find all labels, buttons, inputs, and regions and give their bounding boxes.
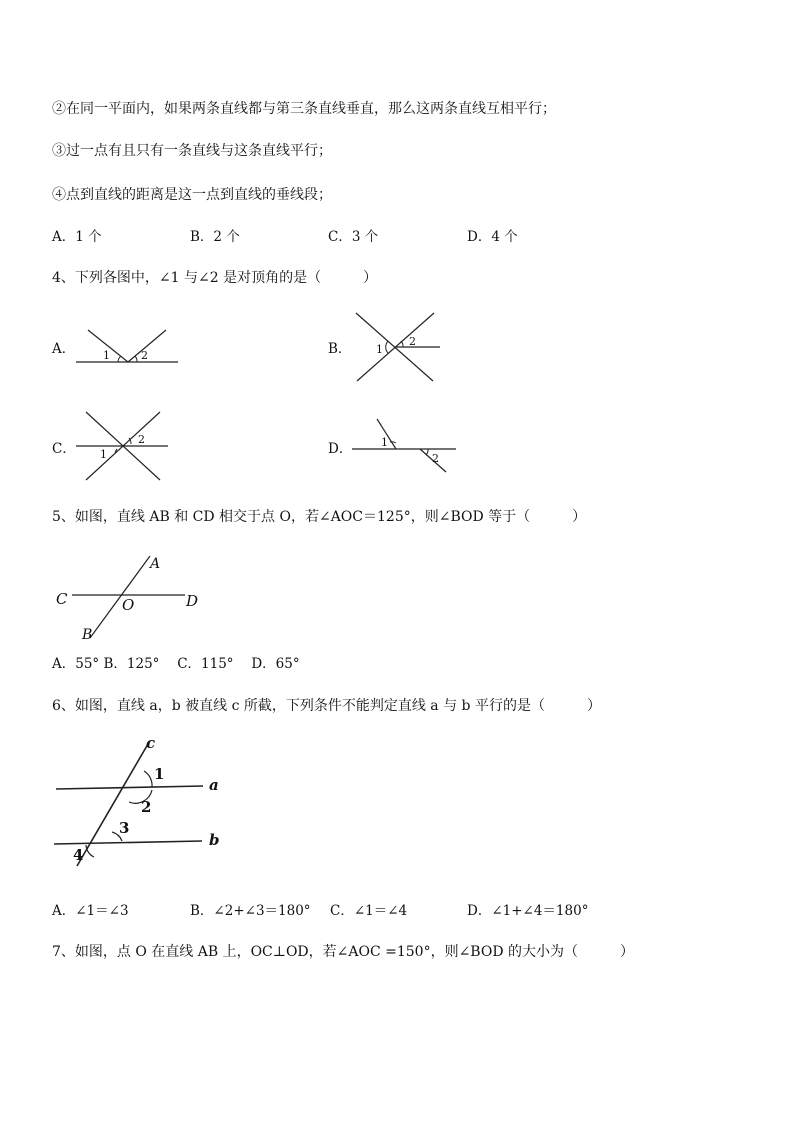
q4b-angle1-arc xyxy=(386,341,388,353)
q4a-angle2-arc xyxy=(135,356,137,362)
q4c-angle1-label: 1 xyxy=(100,448,107,461)
q4-figure-c xyxy=(72,408,172,483)
q3-option-d: D．4 个 xyxy=(467,229,518,245)
q5-label-a: A xyxy=(150,556,161,572)
q4b-angle1-label: 1 xyxy=(376,343,383,356)
statement-4: ④点到直线的距离是这一点到直线的垂线段； xyxy=(52,187,332,203)
q6-stem: 6、如图，直线 a，b 被直线 c 所截，下列条件不能判定直线 a 与 b 平行的是（ ） xyxy=(52,698,601,714)
q6-angle1-label: 1 xyxy=(154,765,165,783)
q6-option-c: C．∠1＝∠4 xyxy=(330,903,408,919)
q5-label-d: D xyxy=(186,592,199,610)
q5-label-c: C xyxy=(56,590,68,608)
q5-options: A．55° B．125° C．115° D．65° xyxy=(52,656,300,672)
q6-line-b xyxy=(54,841,202,844)
q6-angle1-arc xyxy=(144,771,152,787)
q6-angle4-arc xyxy=(86,845,94,857)
q3-option-a: A．1 个 xyxy=(52,229,102,245)
q4-stem: 4、下列各图中，∠1 与∠2 是对顶角的是（ ） xyxy=(52,270,378,286)
q6-line-a xyxy=(56,786,203,789)
q4-option-a-label: A． xyxy=(52,341,76,357)
q5-label-b: B xyxy=(82,627,93,643)
q4-figure-d xyxy=(350,414,460,476)
q6-option-b: B．∠2+∠3＝180° xyxy=(190,903,311,919)
q7-stem: 7、如图，点 O 在直线 AB 上，OC⊥OD，若∠AOC =150°，则∠BOD 的大小为（ ） xyxy=(52,944,635,960)
q5-figure xyxy=(52,552,212,644)
q4d-angle2-arc xyxy=(426,449,428,455)
q6-figure xyxy=(50,730,230,880)
q4-figure-b xyxy=(350,310,445,385)
q4c-angle2-label: 2 xyxy=(138,433,145,446)
q6-option-d: D．∠1+∠4＝180° xyxy=(467,903,589,919)
q5-label-o: O xyxy=(122,596,135,614)
q6-label-b: b xyxy=(209,831,220,849)
q4-option-b-label: B． xyxy=(328,341,352,357)
q4a-angle1-label: 1 xyxy=(103,349,110,362)
q4b-angle2-arc xyxy=(401,341,403,347)
q4-option-d-label: D． xyxy=(328,441,353,457)
q6-label-c: c xyxy=(146,734,156,752)
q6-angle3-label: 3 xyxy=(119,819,130,837)
q4a-angle1-arc xyxy=(118,356,121,362)
q6-label-a: a xyxy=(209,776,219,794)
statement-2: ②在同一平面内，如果两条直线都与第三条直线垂直，那么这两条直线互相平行； xyxy=(52,101,556,117)
q6-angle4-label: 4 xyxy=(73,846,84,864)
q4d-angle2-label: 2 xyxy=(432,452,439,465)
q5-stem: 5、如图，直线 AB 和 CD 相交于点 O，若∠AOC＝125°，则∠BOD 等于（ ） xyxy=(52,509,587,525)
q3-option-b: B．2 个 xyxy=(190,229,240,245)
q3-option-c: C．3 个 xyxy=(328,229,379,245)
q4b-angle2-label: 2 xyxy=(409,335,416,348)
q4d-angle1-label: 1 xyxy=(381,436,388,449)
q5-line-ab xyxy=(90,556,150,638)
q6-angle2-label: 2 xyxy=(141,798,152,816)
q6-option-a: A．∠1＝∠3 xyxy=(52,903,129,919)
q4-figure-a xyxy=(70,322,185,372)
q4a-angle2-label: 2 xyxy=(141,349,148,362)
q6-line-c xyxy=(77,744,148,866)
statement-3: ③过一点有且只有一条直线与这条直线平行； xyxy=(52,143,332,159)
q4d-angle1-arc xyxy=(390,442,396,443)
q4-option-c-label: C． xyxy=(52,441,76,457)
